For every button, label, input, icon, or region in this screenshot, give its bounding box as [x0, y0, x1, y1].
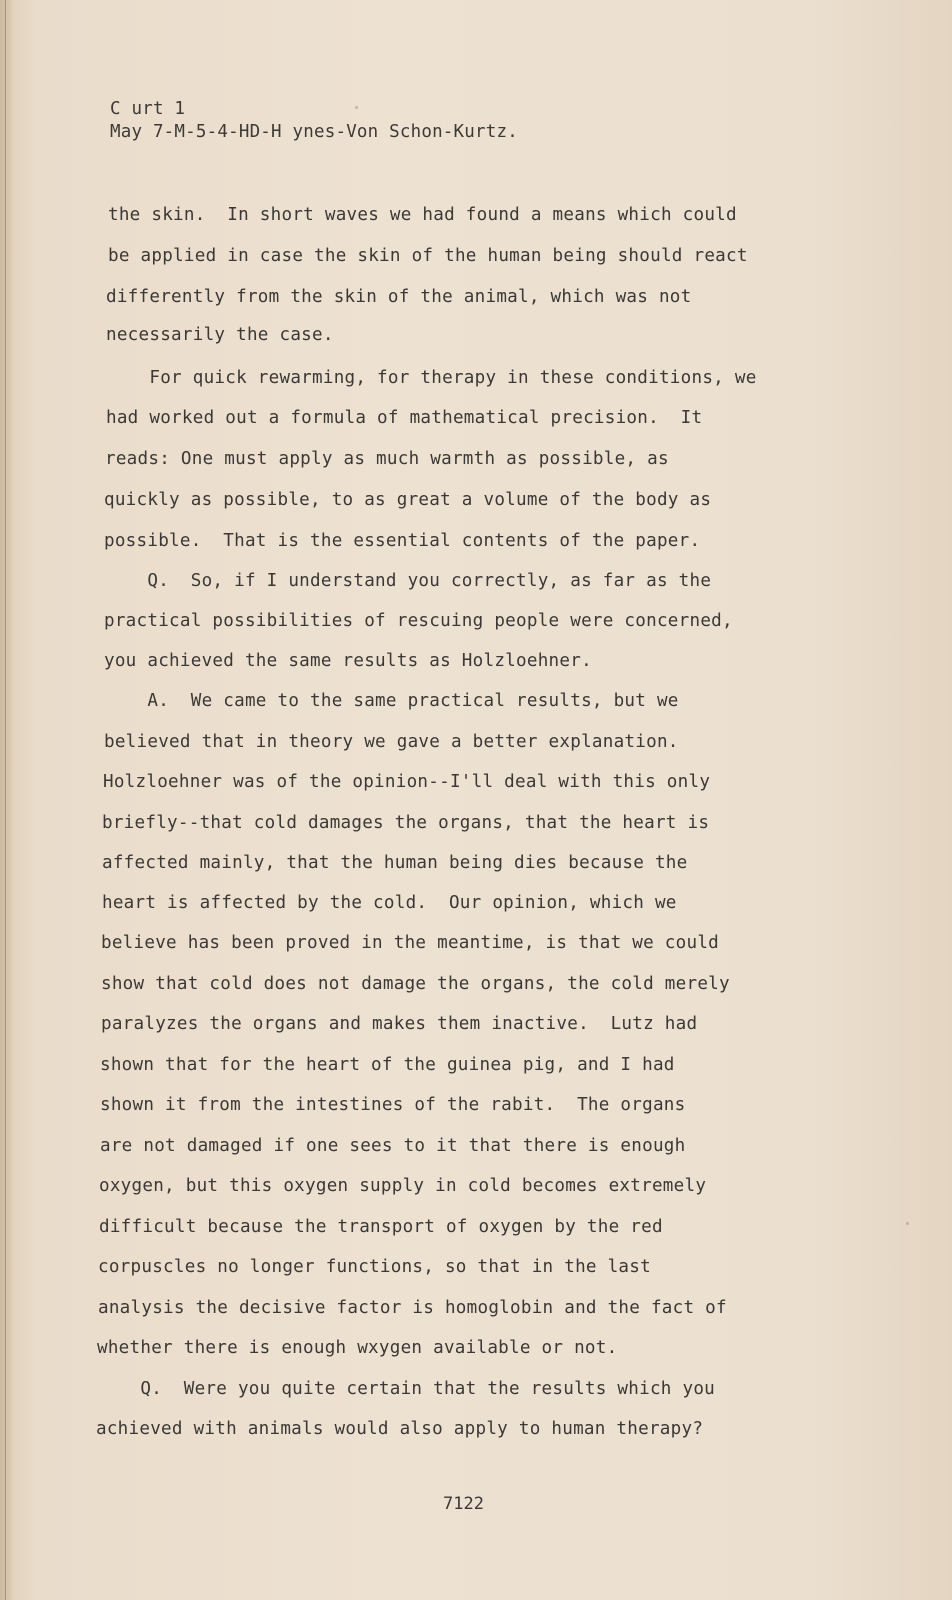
header-court-line: C urt 1: [110, 99, 186, 119]
text-line: affected mainly, that the human being dies because the: [102, 853, 688, 873]
text-line: quickly as possible, to as great a volume of the body as: [104, 490, 712, 510]
text-line: are not damaged if one sees to it that there is enough: [100, 1136, 686, 1156]
document-header: [110, 98, 518, 144]
paper-speck: [355, 106, 358, 109]
text-line: whether there is enough wxygen available or not.: [97, 1338, 618, 1358]
header-case-line: May 7-M-5-4-HD-H ynes-Von Schon-Kurtz.: [110, 122, 518, 142]
text-line: For quick rewarming, for therapy in these conditions, we: [106, 368, 757, 388]
text-line: difficult because the transport of oxygen by the red: [99, 1217, 663, 1237]
text-line: Q. Were you quite certain that the results which you: [97, 1379, 716, 1399]
text-line: oxygen, but this oxygen supply in cold becomes extremely: [99, 1176, 707, 1196]
text-line: Q. So, if I understand you correctly, as far as the: [104, 571, 712, 591]
text-line: show that cold does not damage the organs, the cold merely: [101, 974, 730, 994]
text-line: believed that in theory we gave a better explanation.: [104, 732, 679, 752]
text-line: paralyzes the organs and makes them inactive. Lutz had: [101, 1014, 698, 1034]
text-line: practical possibilities of rescuing people were concerned,: [104, 611, 733, 631]
paper-edge-line: [5, 0, 6, 1600]
page-number: 7122: [443, 1494, 484, 1514]
text-line: heart is affected by the cold. Our opinion, which we: [102, 893, 677, 913]
text-line: had worked out a formula of mathematical precision. It: [106, 408, 703, 428]
text-line: corpuscles no longer functions, so that in the last: [98, 1257, 651, 1277]
text-line: briefly--that cold damages the organs, that the heart is: [102, 813, 710, 833]
text-line: the skin. In short waves we had found a means which could: [108, 205, 737, 225]
text-line: believe has been proved in the meantime, is that we could: [101, 933, 720, 953]
text-line: A. We came to the same practical results, but we: [104, 691, 679, 711]
paper-speck: [906, 1222, 909, 1225]
text-line: Holzloehner was of the opinion--I'll deal with this only: [103, 772, 711, 792]
text-line: shown it from the intestines of the rabit. The organs: [100, 1095, 686, 1115]
text-line: shown that for the heart of the guinea pig, and I had: [100, 1055, 675, 1075]
text-line: achieved with animals would also apply to human therapy?: [96, 1419, 704, 1439]
paper-left-edge: [0, 0, 14, 1600]
text-line: necessarily the case.: [106, 325, 334, 345]
text-line: analysis the decisive factor is homoglobin and the fact of: [98, 1298, 727, 1318]
text-line: differently from the skin of the animal, which was not: [106, 287, 692, 307]
text-line: reads: One must apply as much warmth as possible, as: [105, 449, 669, 469]
text-line: you achieved the same results as Holzloehner.: [104, 651, 592, 671]
text-line: be applied in case the skin of the human being should react: [108, 246, 748, 266]
text-line: possible. That is the essential contents of the paper.: [104, 531, 701, 551]
